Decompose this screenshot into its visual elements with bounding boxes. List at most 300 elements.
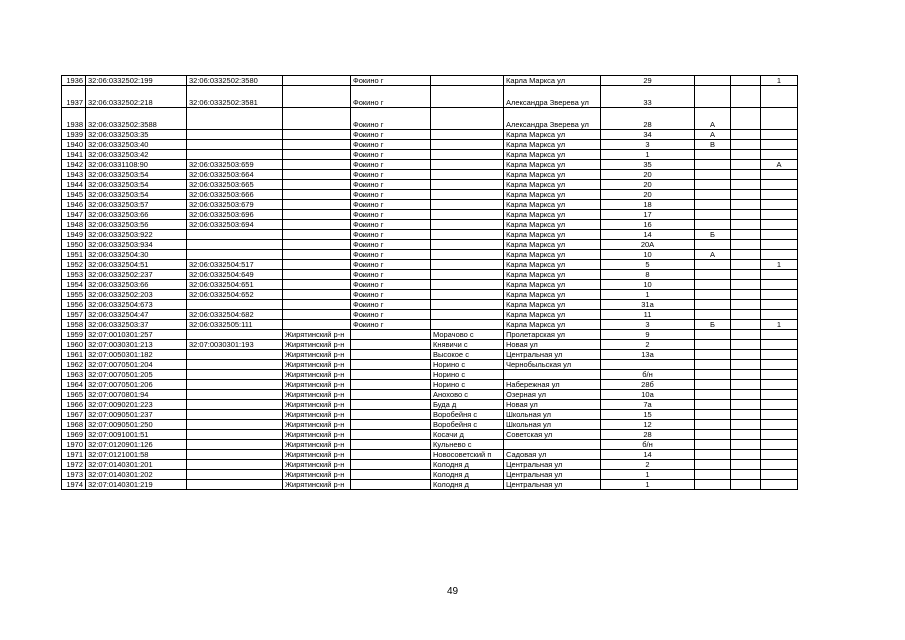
district-cell — [283, 210, 351, 220]
linked-cadastral-number-cell — [187, 440, 283, 450]
letter-cell — [695, 430, 731, 440]
city-cell: Фокино г — [351, 108, 431, 130]
building-cell — [731, 450, 761, 460]
settlement-cell: Высокое с — [431, 350, 504, 360]
settlement-cell — [431, 200, 504, 210]
settlement-cell — [431, 130, 504, 140]
structure-cell: 1 — [761, 260, 798, 270]
letter-cell: А — [695, 130, 731, 140]
district-cell: Жирятинский р-н — [283, 390, 351, 400]
linked-cadastral-number-cell — [187, 330, 283, 340]
house-number-cell: 16 — [601, 220, 695, 230]
street-cell: Карла Маркса ул — [504, 290, 601, 300]
street-cell: Школьная ул — [504, 420, 601, 430]
city-cell — [351, 400, 431, 410]
house-number-cell: 15 — [601, 410, 695, 420]
structure-cell — [761, 170, 798, 180]
structure-cell — [761, 86, 798, 108]
table-row — [62, 108, 798, 130]
street-cell: Карла Маркса ул — [504, 300, 601, 310]
house-number-cell: 10 — [601, 250, 695, 260]
settlement-cell: Воробейня с — [431, 420, 504, 430]
row-number-cell: 1973 — [62, 470, 86, 480]
cadastral-number-cell: 32:06:0332503:35 — [86, 130, 187, 140]
table-row — [62, 160, 798, 170]
house-number-cell: 31а — [601, 300, 695, 310]
house-number-cell: 17 — [601, 210, 695, 220]
street-cell — [504, 370, 601, 380]
linked-cadastral-number-cell: 32:06:0332503:694 — [187, 220, 283, 230]
table-row — [62, 320, 798, 330]
cadastral-number-cell: 32:07:0050301:182 — [86, 350, 187, 360]
street-cell: Советская ул — [504, 430, 601, 440]
table-row — [62, 370, 798, 380]
cadastral-number-cell: 32:07:0090501:237 — [86, 410, 187, 420]
structure-cell — [761, 350, 798, 360]
house-number-cell: 10а — [601, 390, 695, 400]
table-row — [62, 460, 798, 470]
district-cell: Жирятинский р-н — [283, 400, 351, 410]
street-cell — [504, 440, 601, 450]
table-row — [62, 360, 798, 370]
linked-cadastral-number-cell: 32:06:0332503:664 — [187, 170, 283, 180]
city-cell: Фокино г — [351, 320, 431, 330]
cadastral-number-cell: 32:06:0332504:673 — [86, 300, 187, 310]
district-cell: Жирятинский р-н — [283, 420, 351, 430]
letter-cell — [695, 220, 731, 230]
table-row — [62, 140, 798, 150]
letter-cell — [695, 190, 731, 200]
structure-cell — [761, 480, 798, 490]
house-number-cell: 14 — [601, 450, 695, 460]
table-row — [62, 350, 798, 360]
house-number-cell: 20А — [601, 240, 695, 250]
city-cell: Фокино г — [351, 160, 431, 170]
cadastral-number-cell: 32:07:0140301:201 — [86, 460, 187, 470]
row-number-cell: 1944 — [62, 180, 86, 190]
settlement-cell: Княвичи с — [431, 340, 504, 350]
letter-cell — [695, 86, 731, 108]
letter-cell — [695, 200, 731, 210]
linked-cadastral-number-cell: 32:06:0332504:682 — [187, 310, 283, 320]
street-cell: Александра Зверева ул — [504, 108, 601, 130]
structure-cell — [761, 140, 798, 150]
settlement-cell — [431, 230, 504, 240]
cadastral-number-cell: 32:06:0332502:203 — [86, 290, 187, 300]
row-number-cell: 1968 — [62, 420, 86, 430]
building-cell — [731, 320, 761, 330]
settlement-cell: Морачово с — [431, 330, 504, 340]
cadastral-number-cell: 32:06:0331108:90 — [86, 160, 187, 170]
city-cell: Фокино г — [351, 180, 431, 190]
house-number-cell: 9 — [601, 330, 695, 340]
row-number-cell: 1949 — [62, 230, 86, 240]
district-cell — [283, 200, 351, 210]
cadastral-number-cell: 32:07:0070501:206 — [86, 380, 187, 390]
street-cell: Садовая ул — [504, 450, 601, 460]
street-cell: Карла Маркса ул — [504, 280, 601, 290]
row-number-cell: 1942 — [62, 160, 86, 170]
table-row — [62, 250, 798, 260]
district-cell: Жирятинский р-н — [283, 480, 351, 490]
settlement-cell — [431, 190, 504, 200]
district-cell — [283, 250, 351, 260]
settlement-cell — [431, 280, 504, 290]
city-cell: Фокино г — [351, 220, 431, 230]
cadastral-number-cell: 32:06:0332502:237 — [86, 270, 187, 280]
house-number-cell: б/н — [601, 440, 695, 450]
city-cell — [351, 450, 431, 460]
letter-cell: В — [695, 140, 731, 150]
city-cell: Фокино г — [351, 200, 431, 210]
building-cell — [731, 160, 761, 170]
structure-cell — [761, 390, 798, 400]
street-cell: Карла Маркса ул — [504, 230, 601, 240]
house-number-cell: 28б — [601, 380, 695, 390]
settlement-cell — [431, 140, 504, 150]
letter-cell: А — [695, 250, 731, 260]
structure-cell — [761, 410, 798, 420]
building-cell — [731, 470, 761, 480]
structure-cell — [761, 340, 798, 350]
letter-cell — [695, 410, 731, 420]
register-table — [61, 75, 798, 490]
building-cell — [731, 260, 761, 270]
district-cell: Жирятинский р-н — [283, 350, 351, 360]
linked-cadastral-number-cell: 32:06:0332504:652 — [187, 290, 283, 300]
letter-cell — [695, 310, 731, 320]
row-number-cell: 1965 — [62, 390, 86, 400]
row-number-cell: 1943 — [62, 170, 86, 180]
building-cell — [731, 410, 761, 420]
settlement-cell — [431, 310, 504, 320]
table-row — [62, 270, 798, 280]
house-number-cell: 3 — [601, 320, 695, 330]
cadastral-number-cell: 32:06:0332504:30 — [86, 250, 187, 260]
settlement-cell — [431, 270, 504, 280]
district-cell: Жирятинский р-н — [283, 380, 351, 390]
structure-cell — [761, 380, 798, 390]
row-number-cell: 1948 — [62, 220, 86, 230]
building-cell — [731, 300, 761, 310]
house-number-cell: 28 — [601, 430, 695, 440]
building-cell — [731, 420, 761, 430]
settlement-cell: Косачи д — [431, 430, 504, 440]
district-cell — [283, 150, 351, 160]
structure-cell: А — [761, 160, 798, 170]
cadastral-number-cell: 32:07:0090501:250 — [86, 420, 187, 430]
letter-cell — [695, 420, 731, 430]
table-row — [62, 220, 798, 230]
table-row — [62, 240, 798, 250]
row-number-cell: 1970 — [62, 440, 86, 450]
letter-cell: Б — [695, 230, 731, 240]
house-number-cell: 28 — [601, 108, 695, 130]
row-number-cell: 1972 — [62, 460, 86, 470]
linked-cadastral-number-cell: 32:06:0332504:651 — [187, 280, 283, 290]
row-number-cell: 1961 — [62, 350, 86, 360]
street-cell: Карла Маркса ул — [504, 160, 601, 170]
house-number-cell: 2 — [601, 460, 695, 470]
table-row — [62, 480, 798, 490]
district-cell — [283, 260, 351, 270]
house-number-cell: б/н — [601, 370, 695, 380]
cadastral-number-cell: 32:06:0332502:199 — [86, 76, 187, 86]
row-number-cell: 1950 — [62, 240, 86, 250]
building-cell — [731, 350, 761, 360]
row-number-cell: 1937 — [62, 86, 86, 108]
cadastral-number-cell: 32:06:0332503:57 — [86, 200, 187, 210]
letter-cell — [695, 450, 731, 460]
building-cell — [731, 400, 761, 410]
linked-cadastral-number-cell — [187, 480, 283, 490]
row-number-cell: 1946 — [62, 200, 86, 210]
settlement-cell — [431, 320, 504, 330]
city-cell: Фокино г — [351, 270, 431, 280]
settlement-cell: Колодня д — [431, 480, 504, 490]
structure-cell — [761, 300, 798, 310]
table-row — [62, 210, 798, 220]
house-number-cell: 14 — [601, 230, 695, 240]
cadastral-number-cell: 32:06:0332503:66 — [86, 210, 187, 220]
structure-cell — [761, 370, 798, 380]
row-number-cell: 1969 — [62, 430, 86, 440]
row-number-cell: 1957 — [62, 310, 86, 320]
letter-cell — [695, 260, 731, 270]
building-cell — [731, 430, 761, 440]
building-cell — [731, 310, 761, 320]
table-row — [62, 390, 798, 400]
city-cell — [351, 330, 431, 340]
street-cell: Набережная ул — [504, 380, 601, 390]
structure-cell — [761, 200, 798, 210]
row-number-cell: 1959 — [62, 330, 86, 340]
building-cell — [731, 190, 761, 200]
linked-cadastral-number-cell — [187, 450, 283, 460]
settlement-cell — [431, 76, 504, 86]
cadastral-number-cell: 32:07:0140301:219 — [86, 480, 187, 490]
building-cell — [731, 86, 761, 108]
cadastral-number-cell: 32:07:0120901:126 — [86, 440, 187, 450]
street-cell: Центральная ул — [504, 470, 601, 480]
district-cell — [283, 240, 351, 250]
house-number-cell: 7а — [601, 400, 695, 410]
table-row — [62, 450, 798, 460]
building-cell — [731, 290, 761, 300]
house-number-cell: 20 — [601, 170, 695, 180]
settlement-cell: Колодня д — [431, 470, 504, 480]
street-cell: Центральная ул — [504, 480, 601, 490]
structure-cell — [761, 230, 798, 240]
district-cell — [283, 190, 351, 200]
structure-cell — [761, 470, 798, 480]
house-number-cell: 1 — [601, 470, 695, 480]
street-cell: Карла Маркса ул — [504, 200, 601, 210]
linked-cadastral-number-cell — [187, 410, 283, 420]
letter-cell — [695, 380, 731, 390]
letter-cell — [695, 460, 731, 470]
settlement-cell — [431, 300, 504, 310]
letter-cell — [695, 280, 731, 290]
settlement-cell — [431, 260, 504, 270]
table-body — [62, 76, 798, 490]
table-row — [62, 230, 798, 240]
table-row — [62, 76, 798, 86]
district-cell — [283, 86, 351, 108]
district-cell: Жирятинский р-н — [283, 360, 351, 370]
street-cell: Пролетарская ул — [504, 330, 601, 340]
district-cell — [283, 108, 351, 130]
city-cell — [351, 390, 431, 400]
district-cell — [283, 220, 351, 230]
building-cell — [731, 390, 761, 400]
row-number-cell: 1952 — [62, 260, 86, 270]
street-cell: Александра Зверева ул — [504, 86, 601, 108]
city-cell — [351, 340, 431, 350]
linked-cadastral-number-cell: 32:06:0332504:649 — [187, 270, 283, 280]
house-number-cell: 33 — [601, 86, 695, 108]
letter-cell — [695, 290, 731, 300]
house-number-cell: 12 — [601, 420, 695, 430]
table-row — [62, 380, 798, 390]
cadastral-number-cell: 32:07:0070501:205 — [86, 370, 187, 380]
letter-cell — [695, 300, 731, 310]
street-cell: Карла Маркса ул — [504, 220, 601, 230]
letter-cell — [695, 470, 731, 480]
linked-cadastral-number-cell: 32:06:0332505:111 — [187, 320, 283, 330]
table-row — [62, 180, 798, 190]
house-number-cell: 29 — [601, 76, 695, 86]
street-cell: Карла Маркса ул — [504, 150, 601, 160]
row-number-cell: 1939 — [62, 130, 86, 140]
letter-cell — [695, 150, 731, 160]
cadastral-number-cell: 32:06:0332502:218 — [86, 86, 187, 108]
city-cell: Фокино г — [351, 76, 431, 86]
building-cell — [731, 280, 761, 290]
linked-cadastral-number-cell: 32:06:0332504:517 — [187, 260, 283, 270]
letter-cell — [695, 160, 731, 170]
cadastral-number-cell: 32:07:0070501:204 — [86, 360, 187, 370]
building-cell — [731, 270, 761, 280]
table-row — [62, 290, 798, 300]
cadastral-number-cell: 32:06:0332503:922 — [86, 230, 187, 240]
building-cell — [731, 330, 761, 340]
settlement-cell: Новосоветский п — [431, 450, 504, 460]
linked-cadastral-number-cell — [187, 108, 283, 130]
letter-cell — [695, 350, 731, 360]
district-cell — [283, 300, 351, 310]
cadastral-number-cell: 32:06:0332504:47 — [86, 310, 187, 320]
settlement-cell — [431, 290, 504, 300]
street-cell: Карла Маркса ул — [504, 240, 601, 250]
district-cell: Жирятинский р-н — [283, 470, 351, 480]
city-cell: Фокино г — [351, 250, 431, 260]
city-cell: Фокино г — [351, 86, 431, 108]
building-cell — [731, 460, 761, 470]
structure-cell — [761, 430, 798, 440]
table-row — [62, 150, 798, 160]
row-number-cell: 1954 — [62, 280, 86, 290]
settlement-cell — [431, 170, 504, 180]
cadastral-number-cell: 32:06:0332503:42 — [86, 150, 187, 160]
structure-cell — [761, 130, 798, 140]
city-cell: Фокино г — [351, 150, 431, 160]
table-row — [62, 300, 798, 310]
table-row — [62, 340, 798, 350]
linked-cadastral-number-cell — [187, 140, 283, 150]
settlement-cell — [431, 250, 504, 260]
row-number-cell: 1955 — [62, 290, 86, 300]
table-row — [62, 170, 798, 180]
street-cell: Озерная ул — [504, 390, 601, 400]
cadastral-number-cell: 32:07:0140301:202 — [86, 470, 187, 480]
cadastral-number-cell: 32:06:0332503:66 — [86, 280, 187, 290]
letter-cell — [695, 360, 731, 370]
structure-cell — [761, 400, 798, 410]
row-number-cell: 1956 — [62, 300, 86, 310]
house-number-cell: 2 — [601, 340, 695, 350]
linked-cadastral-number-cell — [187, 420, 283, 430]
structure-cell — [761, 330, 798, 340]
row-number-cell: 1945 — [62, 190, 86, 200]
structure-cell — [761, 250, 798, 260]
district-cell — [283, 230, 351, 240]
city-cell — [351, 420, 431, 430]
linked-cadastral-number-cell: 32:06:0332503:696 — [187, 210, 283, 220]
table-row — [62, 200, 798, 210]
row-number-cell: 1967 — [62, 410, 86, 420]
page-number: 49 — [446, 586, 459, 597]
street-cell: Карла Маркса ул — [504, 170, 601, 180]
settlement-cell: Норино с — [431, 380, 504, 390]
settlement-cell — [431, 108, 504, 130]
cadastral-number-cell: 32:07:0090201:223 — [86, 400, 187, 410]
building-cell — [731, 480, 761, 490]
letter-cell — [695, 76, 731, 86]
table-row — [62, 280, 798, 290]
letter-cell — [695, 210, 731, 220]
row-number-cell: 1962 — [62, 360, 86, 370]
house-number-cell — [601, 360, 695, 370]
structure-cell — [761, 460, 798, 470]
building-cell — [731, 440, 761, 450]
structure-cell — [761, 220, 798, 230]
table-row — [62, 440, 798, 450]
structure-cell — [761, 240, 798, 250]
district-cell — [283, 280, 351, 290]
city-cell — [351, 360, 431, 370]
table-row — [62, 130, 798, 140]
row-number-cell: 1940 — [62, 140, 86, 150]
table-row — [62, 410, 798, 420]
house-number-cell: 13а — [601, 350, 695, 360]
structure-cell — [761, 310, 798, 320]
letter-cell: А — [695, 108, 731, 130]
house-number-cell: 8 — [601, 270, 695, 280]
linked-cadastral-number-cell: 32:06:0332503:666 — [187, 190, 283, 200]
cadastral-number-cell: 32:07:0070801:94 — [86, 390, 187, 400]
city-cell: Фокино г — [351, 130, 431, 140]
cadastral-number-cell: 32:06:0332503:54 — [86, 170, 187, 180]
cadastral-number-cell: 32:06:0332502:3588 — [86, 108, 187, 130]
linked-cadastral-number-cell — [187, 150, 283, 160]
building-cell — [731, 170, 761, 180]
settlement-cell: Норино с — [431, 360, 504, 370]
street-cell: Карла Маркса ул — [504, 320, 601, 330]
district-cell — [283, 290, 351, 300]
house-number-cell: 34 — [601, 130, 695, 140]
city-cell: Фокино г — [351, 310, 431, 320]
